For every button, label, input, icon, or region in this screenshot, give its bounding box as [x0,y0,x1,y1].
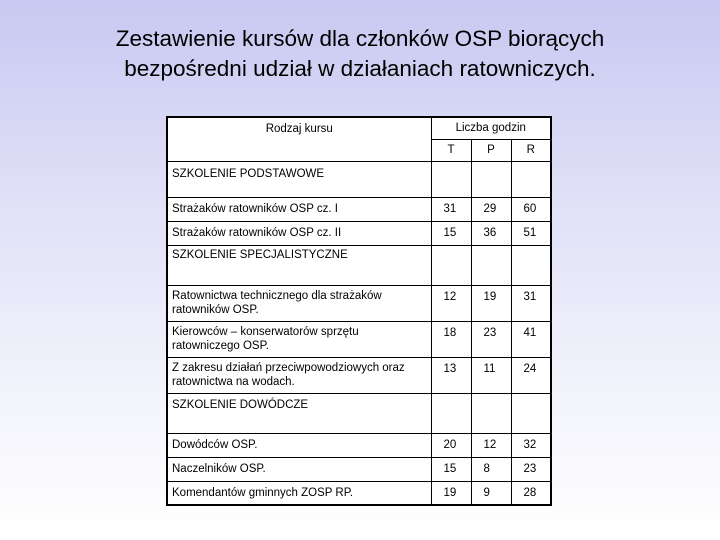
value-t: 18 [431,321,471,357]
value-r: 23 [511,457,551,481]
table-row [167,221,551,245]
value-t: 12 [431,285,471,321]
value-p: 23 [471,321,511,357]
section-title: SZKOLENIE SPECJALISTYCZNE [167,245,431,285]
course-name: Naczelników OSP. [167,457,431,481]
value-r: 32 [511,433,551,457]
table-row [167,321,551,357]
value-p: 19 [471,285,511,321]
page-title [0,24,720,84]
value-r: 41 [511,321,551,357]
header-course-type: Rodzaj kursu [167,117,431,161]
value-p: 9 [471,481,511,505]
section-row [167,393,551,433]
header-hours: Liczba godzin [431,117,551,139]
section-row [167,245,551,285]
table-row [167,457,551,481]
value-p: 36 [471,221,511,245]
table-row [167,357,551,393]
course-name: Z zakresu działań przeciwpowodziowych oraz ratownictwa na wodach. [167,357,431,393]
value-r: 28 [511,481,551,505]
course-name: Strażaków ratowników OSP cz. I [167,197,431,221]
header-col-p: P [471,139,511,161]
course-name: Dowódców OSP. [167,433,431,457]
table-row [167,197,551,221]
table-row [167,285,551,321]
value-r: 60 [511,197,551,221]
value-t: 13 [431,357,471,393]
value-r: 24 [511,357,551,393]
section-title: SZKOLENIE PODSTAWOWE [167,161,431,197]
value-p: 11 [471,357,511,393]
value-t: 20 [431,433,471,457]
table-header-row [167,117,551,139]
value-p: 12 [471,433,511,457]
section-title: SZKOLENIE DOWÓDCZE [167,393,431,433]
value-r: 31 [511,285,551,321]
course-name: Kierowców – konserwatorów sprzętu ratowniczego OSP. [167,321,431,357]
table-row [167,481,551,505]
table-row [167,433,551,457]
courses-table [166,116,552,506]
header-col-r: R [511,139,551,161]
value-p: 29 [471,197,511,221]
value-p: 8 [471,457,511,481]
section-row [167,161,551,197]
value-t: 19 [431,481,471,505]
course-name: Strażaków ratowników OSP cz. II [167,221,431,245]
title-line-1: Zestawienie kursów dla członków OSP biorących [115,26,605,51]
value-t: 31 [431,197,471,221]
value-t: 15 [431,457,471,481]
course-name: Ratownictwa technicznego dla strażaków ratowników OSP. [167,285,431,321]
course-name: Komendantów gminnych ZOSP RP. [167,481,431,505]
header-col-t: T [431,139,471,161]
title-line-2: bezpośredni udział w działaniach ratowniczych. [124,56,596,81]
value-t: 15 [431,221,471,245]
value-r: 51 [511,221,551,245]
